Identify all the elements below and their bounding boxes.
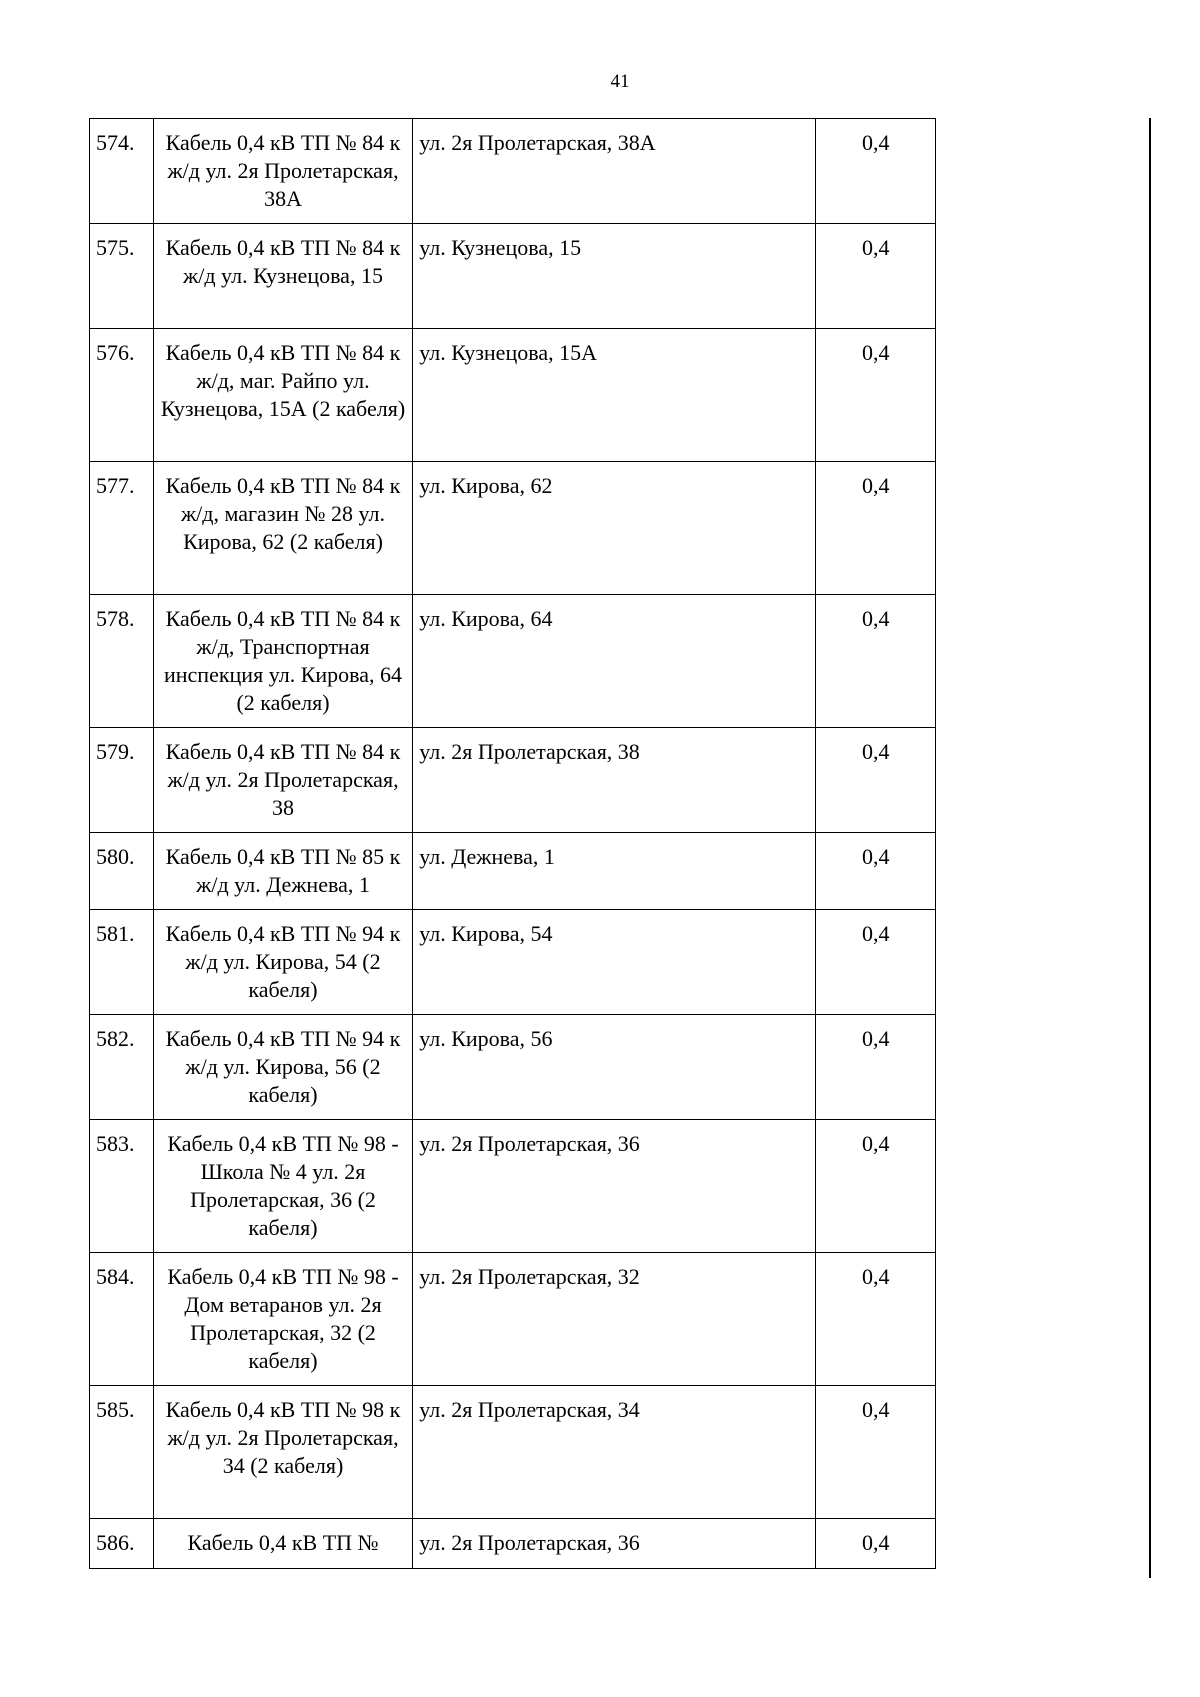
cable-name: Кабель 0,4 кВ ТП № 98 - Школа № 4 ул. 2я Пролетарская, 36 (2 кабеля) — [153, 1120, 412, 1253]
cable-voltage: 0,4 — [816, 462, 936, 595]
cable-voltage: 0,4 — [816, 1519, 936, 1569]
table-row — [90, 462, 936, 595]
cable-voltage: 0,4 — [816, 224, 936, 329]
cable-voltage: 0,4 — [816, 728, 936, 833]
cable-address: ул. 2я Пролетарская, 32 — [413, 1253, 816, 1386]
table-row — [90, 1015, 936, 1120]
cable-address: ул. 2я Пролетарская, 38А — [413, 119, 816, 224]
cable-address: ул. 2я Пролетарская, 36 — [413, 1120, 816, 1253]
row-number: 574. — [90, 119, 154, 224]
table-row — [90, 1253, 936, 1386]
cable-voltage: 0,4 — [816, 1015, 936, 1120]
cable-voltage: 0,4 — [816, 119, 936, 224]
cable-address: ул. Дежнева, 1 — [413, 833, 816, 910]
cable-address: ул. 2я Пролетарская, 38 — [413, 728, 816, 833]
table-row — [90, 224, 936, 329]
cable-address: ул. Кирова, 56 — [413, 1015, 816, 1120]
row-number: 578. — [90, 595, 154, 728]
cable-voltage: 0,4 — [816, 595, 936, 728]
cable-name: Кабель 0,4 кВ ТП № 85 к ж/д ул. Дежнева, 1 — [153, 833, 412, 910]
table-row — [90, 119, 936, 224]
row-number: 579. — [90, 728, 154, 833]
cable-name: Кабель 0,4 кВ ТП № 84 к ж/д, Транспортная инспекция ул. Кирова, 64 (2 кабеля) — [153, 595, 412, 728]
table-row — [90, 1120, 936, 1253]
cable-name: Кабель 0,4 кВ ТП № 98 - Дом ветаранов ул. 2я Пролетарская, 32 (2 кабеля) — [153, 1253, 412, 1386]
row-number: 583. — [90, 1120, 154, 1253]
cable-address: ул. 2я Пролетарская, 34 — [413, 1386, 816, 1519]
cable-address: ул. Кузнецова, 15 — [413, 224, 816, 329]
table-row — [90, 1519, 936, 1569]
cable-name: Кабель 0,4 кВ ТП № 84 к ж/д, магазин № 28 ул. Кирова, 62 (2 кабеля) — [153, 462, 412, 595]
cable-name: Кабель 0,4 кВ ТП № — [153, 1519, 412, 1569]
cable-name: Кабель 0,4 кВ ТП № 84 к ж/д ул. Кузнецова, 15 — [153, 224, 412, 329]
cable-voltage: 0,4 — [816, 1253, 936, 1386]
row-number: 582. — [90, 1015, 154, 1120]
cable-address: ул. Кирова, 64 — [413, 595, 816, 728]
cable-name: Кабель 0,4 кВ ТП № 94 к ж/д ул. Кирова, 56 (2 кабеля) — [153, 1015, 412, 1120]
row-number: 586. — [90, 1519, 154, 1569]
cable-name: Кабель 0,4 кВ ТП № 84 к ж/д ул. 2я Пролетарская, 38 — [153, 728, 412, 833]
cable-voltage: 0,4 — [816, 910, 936, 1015]
table-row — [90, 728, 936, 833]
cable-table-body — [90, 119, 936, 1569]
cable-table — [89, 118, 936, 1569]
row-number: 577. — [90, 462, 154, 595]
cable-name: Кабель 0,4 кВ ТП № 98 к ж/д ул. 2я Пролетарская, 34 (2 кабеля) — [153, 1386, 412, 1519]
right-margin-line — [1149, 118, 1151, 1578]
row-number: 575. — [90, 224, 154, 329]
page-number: 41 — [610, 71, 630, 92]
row-number: 580. — [90, 833, 154, 910]
table-row — [90, 595, 936, 728]
table-row — [90, 1386, 936, 1519]
cable-name: Кабель 0,4 кВ ТП № 84 к ж/д ул. 2я Пролетарская, 38А — [153, 119, 412, 224]
table-row — [90, 329, 936, 462]
table-row — [90, 833, 936, 910]
cable-name: Кабель 0,4 кВ ТП № 94 к ж/д ул. Кирова, 54 (2 кабеля) — [153, 910, 412, 1015]
table-row — [90, 910, 936, 1015]
cable-address: ул. Кузнецова, 15А — [413, 329, 816, 462]
row-number: 576. — [90, 329, 154, 462]
cable-address: ул. Кирова, 54 — [413, 910, 816, 1015]
cable-address: ул. 2я Пролетарская, 36 — [413, 1519, 816, 1569]
cable-voltage: 0,4 — [816, 1120, 936, 1253]
row-number: 584. — [90, 1253, 154, 1386]
row-number: 581. — [90, 910, 154, 1015]
cable-voltage: 0,4 — [816, 1386, 936, 1519]
cable-voltage: 0,4 — [816, 329, 936, 462]
cable-address: ул. Кирова, 62 — [413, 462, 816, 595]
cable-voltage: 0,4 — [816, 833, 936, 910]
cable-name: Кабель 0,4 кВ ТП № 84 к ж/д, маг. Райпо ул. Кузнецова, 15А (2 кабеля) — [153, 329, 412, 462]
row-number: 585. — [90, 1386, 154, 1519]
